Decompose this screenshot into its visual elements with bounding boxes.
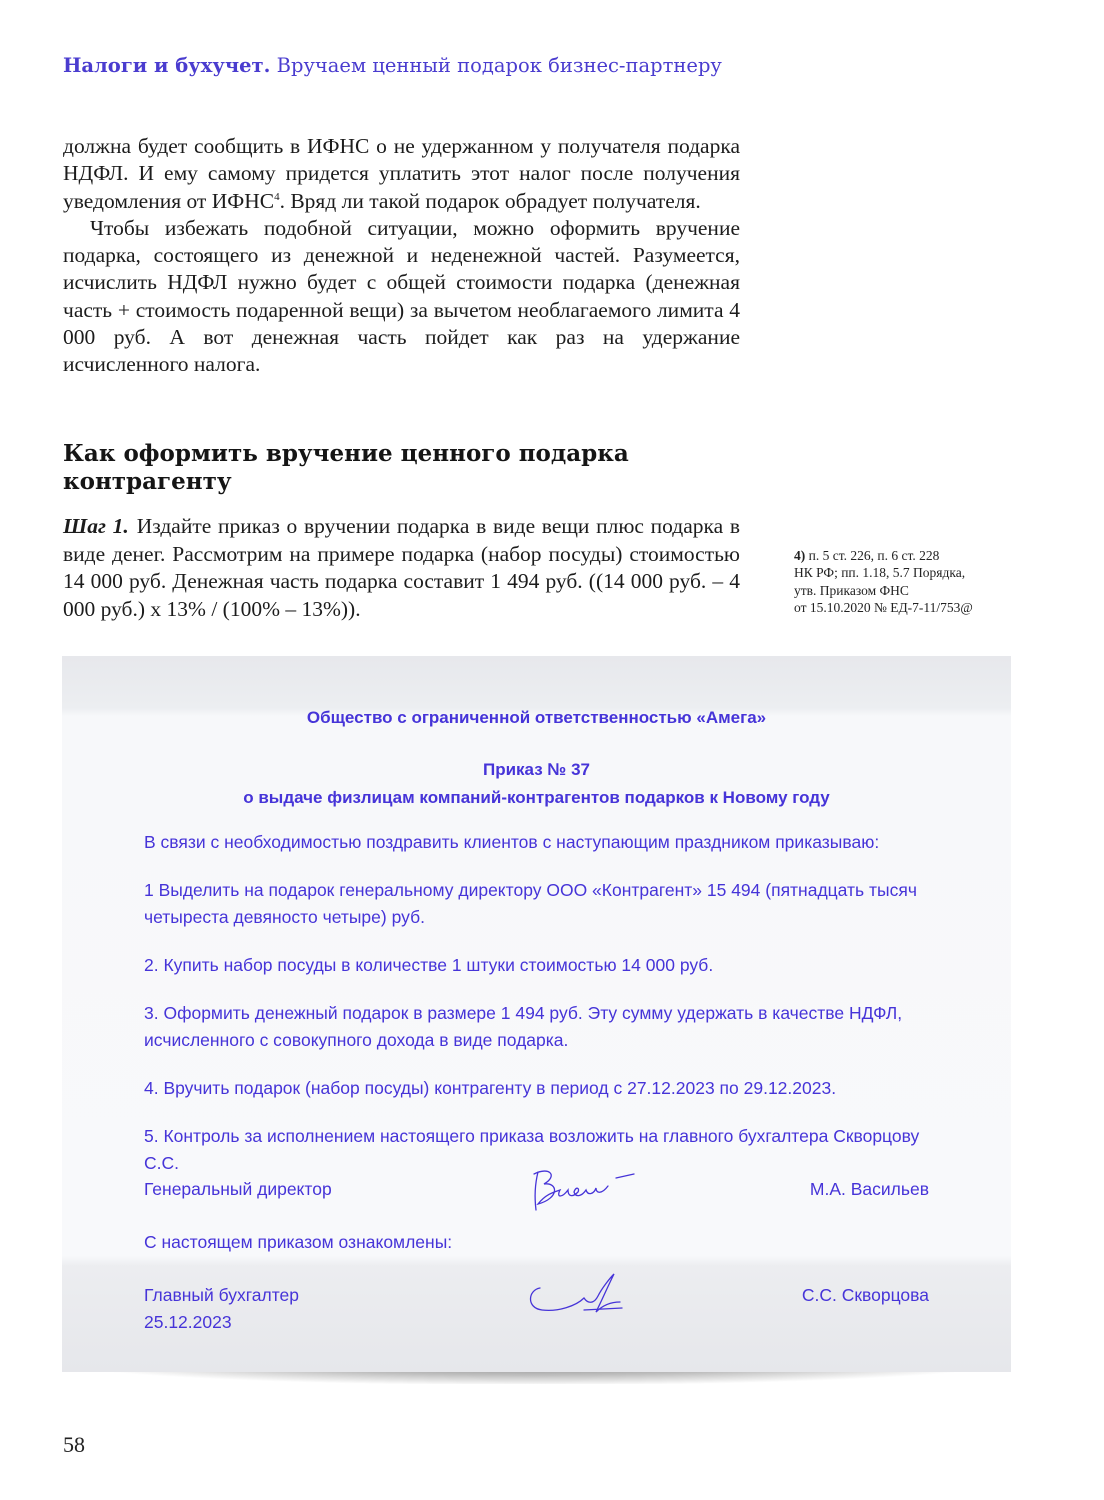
step-text: Издайте приказ о вручении подарка в виде вещи плюс подарка в виде денег. Рассмотрим на примере подарка (набор посуды) стоимостью 14 000 руб. Денежная часть подарка составит 1 494 руб. ((14 000 руб. – 4 000 руб.) x 13% / (100% – 13%)). xyxy=(63,514,740,621)
running-head-section: Налоги и бухучет. xyxy=(63,54,271,77)
paragraph-2: Чтобы избежать подобной ситуации, можно оформить вручение подарка, состоящего из денежной и неденежной частей. Разумеется, исчислить НДФЛ нужно будет с общей стоимости подарка (денежная часть + стоимость подаренной вещи) за вычетом необлагаемого лимита 4 000 руб. А вот денежная часть пойдет как раз на удержание исчисленного налога. xyxy=(63,215,740,377)
body-text xyxy=(63,133,740,379)
step-label: Шаг 1. xyxy=(63,514,129,538)
step-paragraph xyxy=(63,513,740,623)
order-item-1: 1 Выделить на подарок генеральному директору ООО «Контрагент» 15 494 (пятнадцать тысяч четыреста девяносто четыре) руб. xyxy=(144,880,917,927)
order-item-5: 5. Контроль за исполнением настоящего приказа возложить на главного бухгалтера Скворцову С.С. xyxy=(144,1126,920,1173)
footnote-number: 4) xyxy=(794,548,806,563)
order-document xyxy=(62,656,1011,1372)
order-body xyxy=(144,829,944,1198)
accountant-name: С.С. Скворцова xyxy=(801,1285,929,1305)
accountant-position: Главный бухгалтер xyxy=(144,1285,299,1305)
accountant-date: 25.12.2023 xyxy=(144,1312,232,1332)
order-preamble: В связи с необходимостью поздравить клиентов с наступающим праздником приказываю: xyxy=(144,832,880,852)
acquainted-label: С настоящем приказом ознакомлены: xyxy=(144,1232,453,1252)
footnote-line-4: от 15.10.2020 № ЕД-7-11/753@ xyxy=(794,599,973,615)
director-signature-image xyxy=(524,1164,644,1220)
order-title: Приказ № 37 xyxy=(483,760,590,779)
running-head xyxy=(63,54,722,77)
running-head-title: Вручаем ценный подарок бизнес-партнеру xyxy=(276,54,722,77)
footnote xyxy=(794,547,1009,616)
order-company: Общество с ограниченной ответственностью «Амега» xyxy=(306,708,767,727)
order-item-4: 4. Вручить подарок (набор посуды) контрагенту в период с 27.12.2023 по 29.12.2023. xyxy=(144,1078,837,1098)
order-subtitle: о выдаче физлицам компаний-контрагентов подарков к Новому году xyxy=(243,788,830,807)
accountant-signature-image xyxy=(524,1266,634,1324)
footnote-line-2: НК РФ; пп. 1.18, 5.7 Порядка, xyxy=(794,565,966,581)
footnote-line-1: п. 5 ст. 226, п. 6 ст. 228 xyxy=(808,548,940,563)
director-position: Генеральный директор xyxy=(144,1179,332,1199)
section-heading: Как оформить вручение ценного подарка контрагенту xyxy=(63,440,629,495)
order-item-3: 3. Оформить денежный подарок в размере 1 494 руб. Эту сумму удержать в качестве НДФЛ, исчисленного с совокупного дохода в виде подарка. xyxy=(144,1003,903,1050)
page-number: 58 xyxy=(63,1432,85,1457)
accountant-position-block xyxy=(144,1282,299,1336)
paragraph-1: должна будет сообщить в ИФНС о не удержанном у получателя подарка НДФЛ. И ему самому придется уплатить этот налог после получения уведомления от ИФНС$^4$. Вряд ли такой подарок обрадует получателя. xyxy=(63,134,740,213)
order-title-block xyxy=(62,756,1011,812)
director-name: М.А. Васильев xyxy=(809,1179,929,1199)
footnote-ref[interactable]: 4 xyxy=(274,190,280,203)
footnote-line-3: утв. Приказом ФНС xyxy=(794,582,909,598)
order-item-2: 2. Купить набор посуды в количестве 1 штуки стоимостью 14 000 руб. xyxy=(144,955,714,975)
